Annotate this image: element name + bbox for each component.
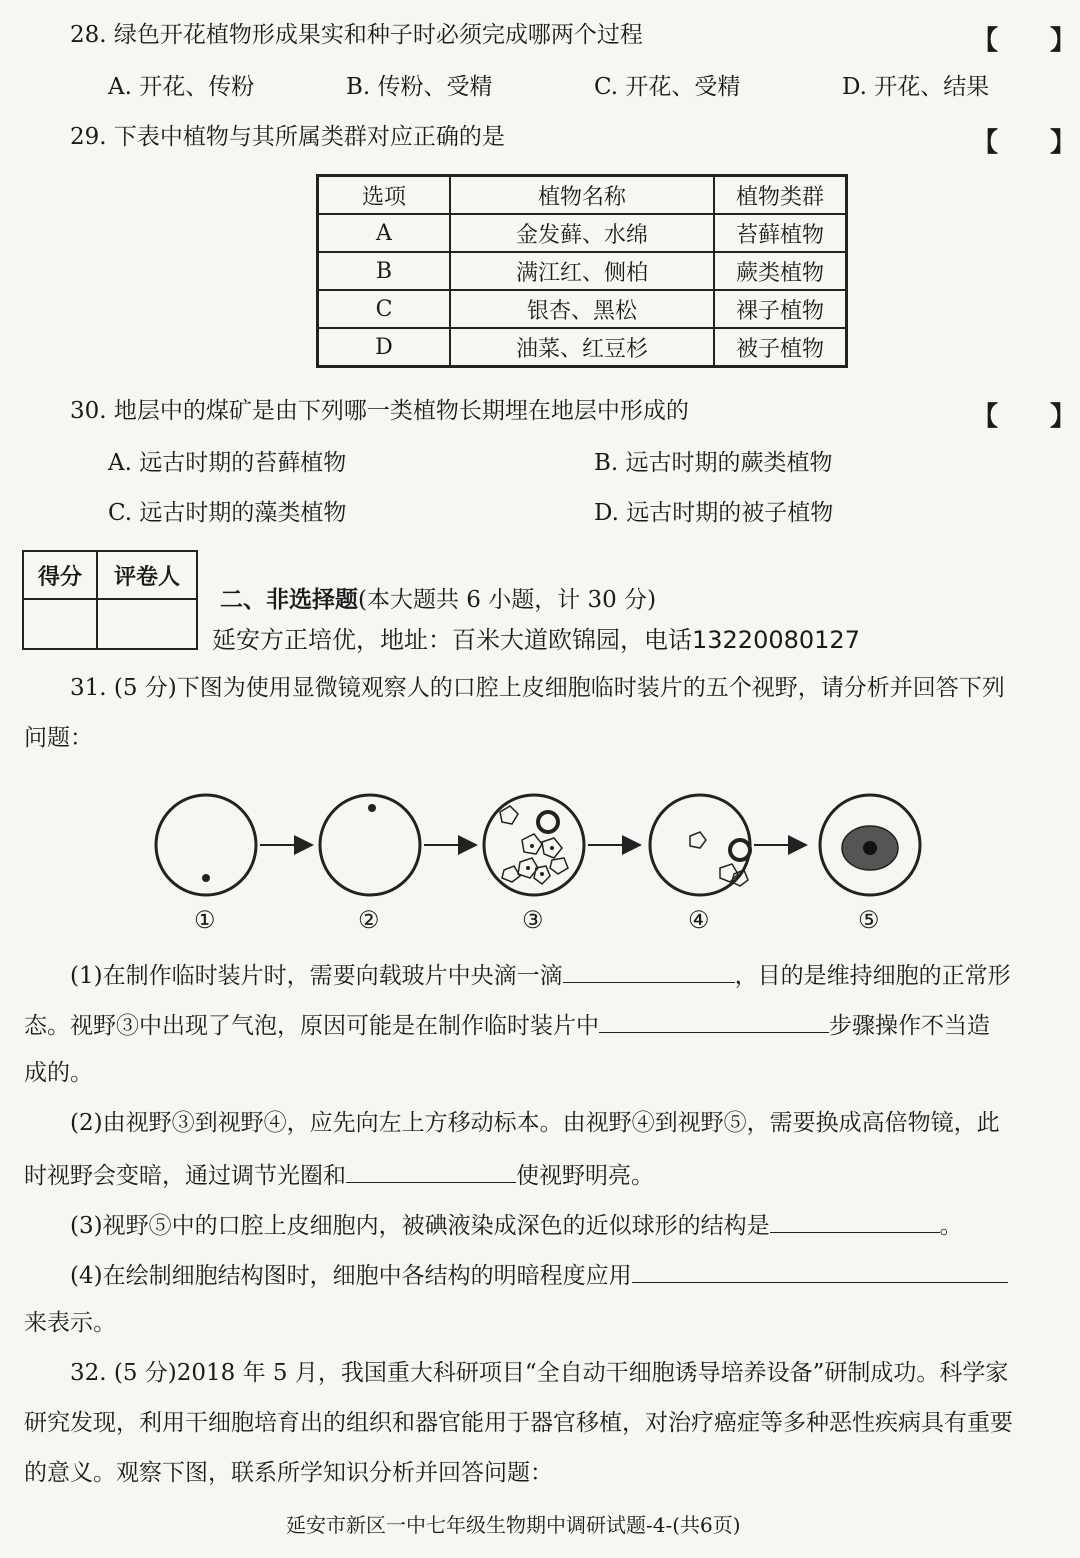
table-cell: C xyxy=(318,290,451,328)
q28-answer-bracket[interactable]: 【 】 xyxy=(972,26,1077,56)
q28-option-a: A. 开花、传粉 xyxy=(108,74,255,100)
q30-stem: 30. 地层中的煤矿是由下列哪一类植物长期埋在地层中形成的 xyxy=(70,398,689,424)
table-row xyxy=(318,214,847,252)
view-label: ① xyxy=(194,906,216,934)
section2-title: 二、非选择题 xyxy=(220,587,358,613)
table-cell: 蕨类植物 xyxy=(714,252,847,290)
view-label: ③ xyxy=(522,906,544,934)
score-field[interactable] xyxy=(23,599,97,649)
q32-line2: 研究发现，利用干细胞培育出的组织和器官能用于器官移植，对治疗癌症等多种恶性疾病具有重要 xyxy=(24,1410,1013,1436)
table-cell: 金发藓、水绵 xyxy=(450,214,714,252)
q29-answer-bracket[interactable]: 【 】 xyxy=(972,128,1077,158)
q31-blank-4[interactable] xyxy=(770,1210,940,1233)
q29-stem: 29. 下表中植物与其所属类群对应正确的是 xyxy=(70,124,505,150)
table-cell: 银杏、黑松 xyxy=(450,290,714,328)
table-cell: 苔藓植物 xyxy=(714,214,847,252)
q32-line1: 32. (5 分)2018 年 5 月，我国重大科研项目“全自动干细胞诱导培养设备”研制成功。科学家 xyxy=(70,1360,1009,1386)
table-cell: 满江红、侧柏 xyxy=(450,252,714,290)
q31-blank-5[interactable] xyxy=(632,1260,1008,1283)
q31-part1-line1: (1)在制作临时装片时，需要向载玻片中央滴一滴 ，目的是维持细胞的正常形 xyxy=(70,960,1011,991)
q31-blank-3[interactable] xyxy=(346,1160,516,1183)
q31-part2-line1: (2)由视野③到视野④，应先向左上方移动标本。由视野④到视野⑤，需要换成高倍物镜，此 xyxy=(70,1110,1000,1136)
table-cell: B xyxy=(318,252,451,290)
score-label: 得分 xyxy=(23,551,97,599)
q31-blank-2[interactable] xyxy=(599,1010,829,1033)
table-cell: 裸子植物 xyxy=(714,290,847,328)
q28-stem: 28. 绿色开花植物形成果实和种子时必须完成哪两个过程 xyxy=(70,22,643,48)
view-1-circle xyxy=(156,795,256,895)
microscope-views-figure xyxy=(140,770,940,920)
q31-part1-line3: 成的。 xyxy=(24,1060,93,1086)
q30-option-b: B. 远古时期的蕨类植物 xyxy=(594,450,833,476)
table-header-cell: 植物名称 xyxy=(450,176,714,215)
q28-option-d: D. 开花、结果 xyxy=(842,74,990,100)
table-header-cell: 植物类群 xyxy=(714,176,847,215)
q31-part2-line2: 时视野会变暗，通过调节光圈和 使视野明亮。 xyxy=(24,1160,654,1191)
q28-option-c: C. 开花、受精 xyxy=(594,74,741,100)
table-cell: 被子植物 xyxy=(714,328,847,367)
table-header-row xyxy=(318,176,847,215)
table-cell: 油菜、红豆杉 xyxy=(450,328,714,367)
q28-option-b: B. 传粉、受精 xyxy=(346,74,493,100)
q31-stem-line1: 31. (5 分)下图为使用显微镜观察人的口腔上皮细胞临时装片的五个视野，请分析并回答下列 xyxy=(70,675,1005,701)
table-header-cell: 选项 xyxy=(318,176,451,215)
view-3-circle xyxy=(484,795,584,895)
grader-field[interactable] xyxy=(97,599,197,649)
q31-stem-line2: 问题： xyxy=(24,725,93,751)
q31-part3: (3)视野⑤中的口腔上皮细胞内，被碘液染成深色的近似球形的结构是 。 xyxy=(70,1210,963,1241)
watermark-text: 延安方正培优，地址：百米大道欧锦园，电话13220080127 xyxy=(212,626,860,654)
view-5-circle xyxy=(820,795,920,895)
plant-group-table xyxy=(316,174,848,368)
q30-option-c: C. 远古时期的藻类植物 xyxy=(108,500,347,526)
table-cell: D xyxy=(318,328,451,367)
view-label: ② xyxy=(358,906,380,934)
q30-option-a: A. 远古时期的苔藓植物 xyxy=(108,450,347,476)
grader-label: 评卷人 xyxy=(97,551,197,599)
table-row xyxy=(318,252,847,290)
view-label: ⑤ xyxy=(858,906,880,934)
q30-answer-bracket[interactable]: 【 】 xyxy=(972,402,1077,432)
q31-part1-line2: 态。视野③中出现了气泡，原因可能是在制作临时装片中 步骤操作不当造 xyxy=(24,1010,990,1041)
q31-blank-1[interactable] xyxy=(563,960,735,983)
table-row xyxy=(318,290,847,328)
section2-note: (本大题共 6 小题，计 30 分) xyxy=(358,587,657,613)
page-footer: 延安市新区一中七年级生物期中调研试题-4-(共6页) xyxy=(286,1513,741,1537)
view-2-circle xyxy=(320,795,420,895)
q31-part4-line2: 来表示。 xyxy=(24,1310,116,1336)
section2-heading xyxy=(220,587,656,615)
view-label: ④ xyxy=(688,906,710,934)
view-4-circle xyxy=(650,795,750,895)
table-cell: A xyxy=(318,214,451,252)
score-box xyxy=(22,550,198,650)
q32-line3: 的意义。观察下图，联系所学知识分析并回答问题： xyxy=(24,1460,553,1486)
table-row xyxy=(318,328,847,367)
q30-option-d: D. 远古时期的被子植物 xyxy=(594,500,834,526)
q31-part4-line1: (4)在绘制细胞结构图时，细胞中各结构的明暗程度应用 xyxy=(70,1260,1008,1291)
